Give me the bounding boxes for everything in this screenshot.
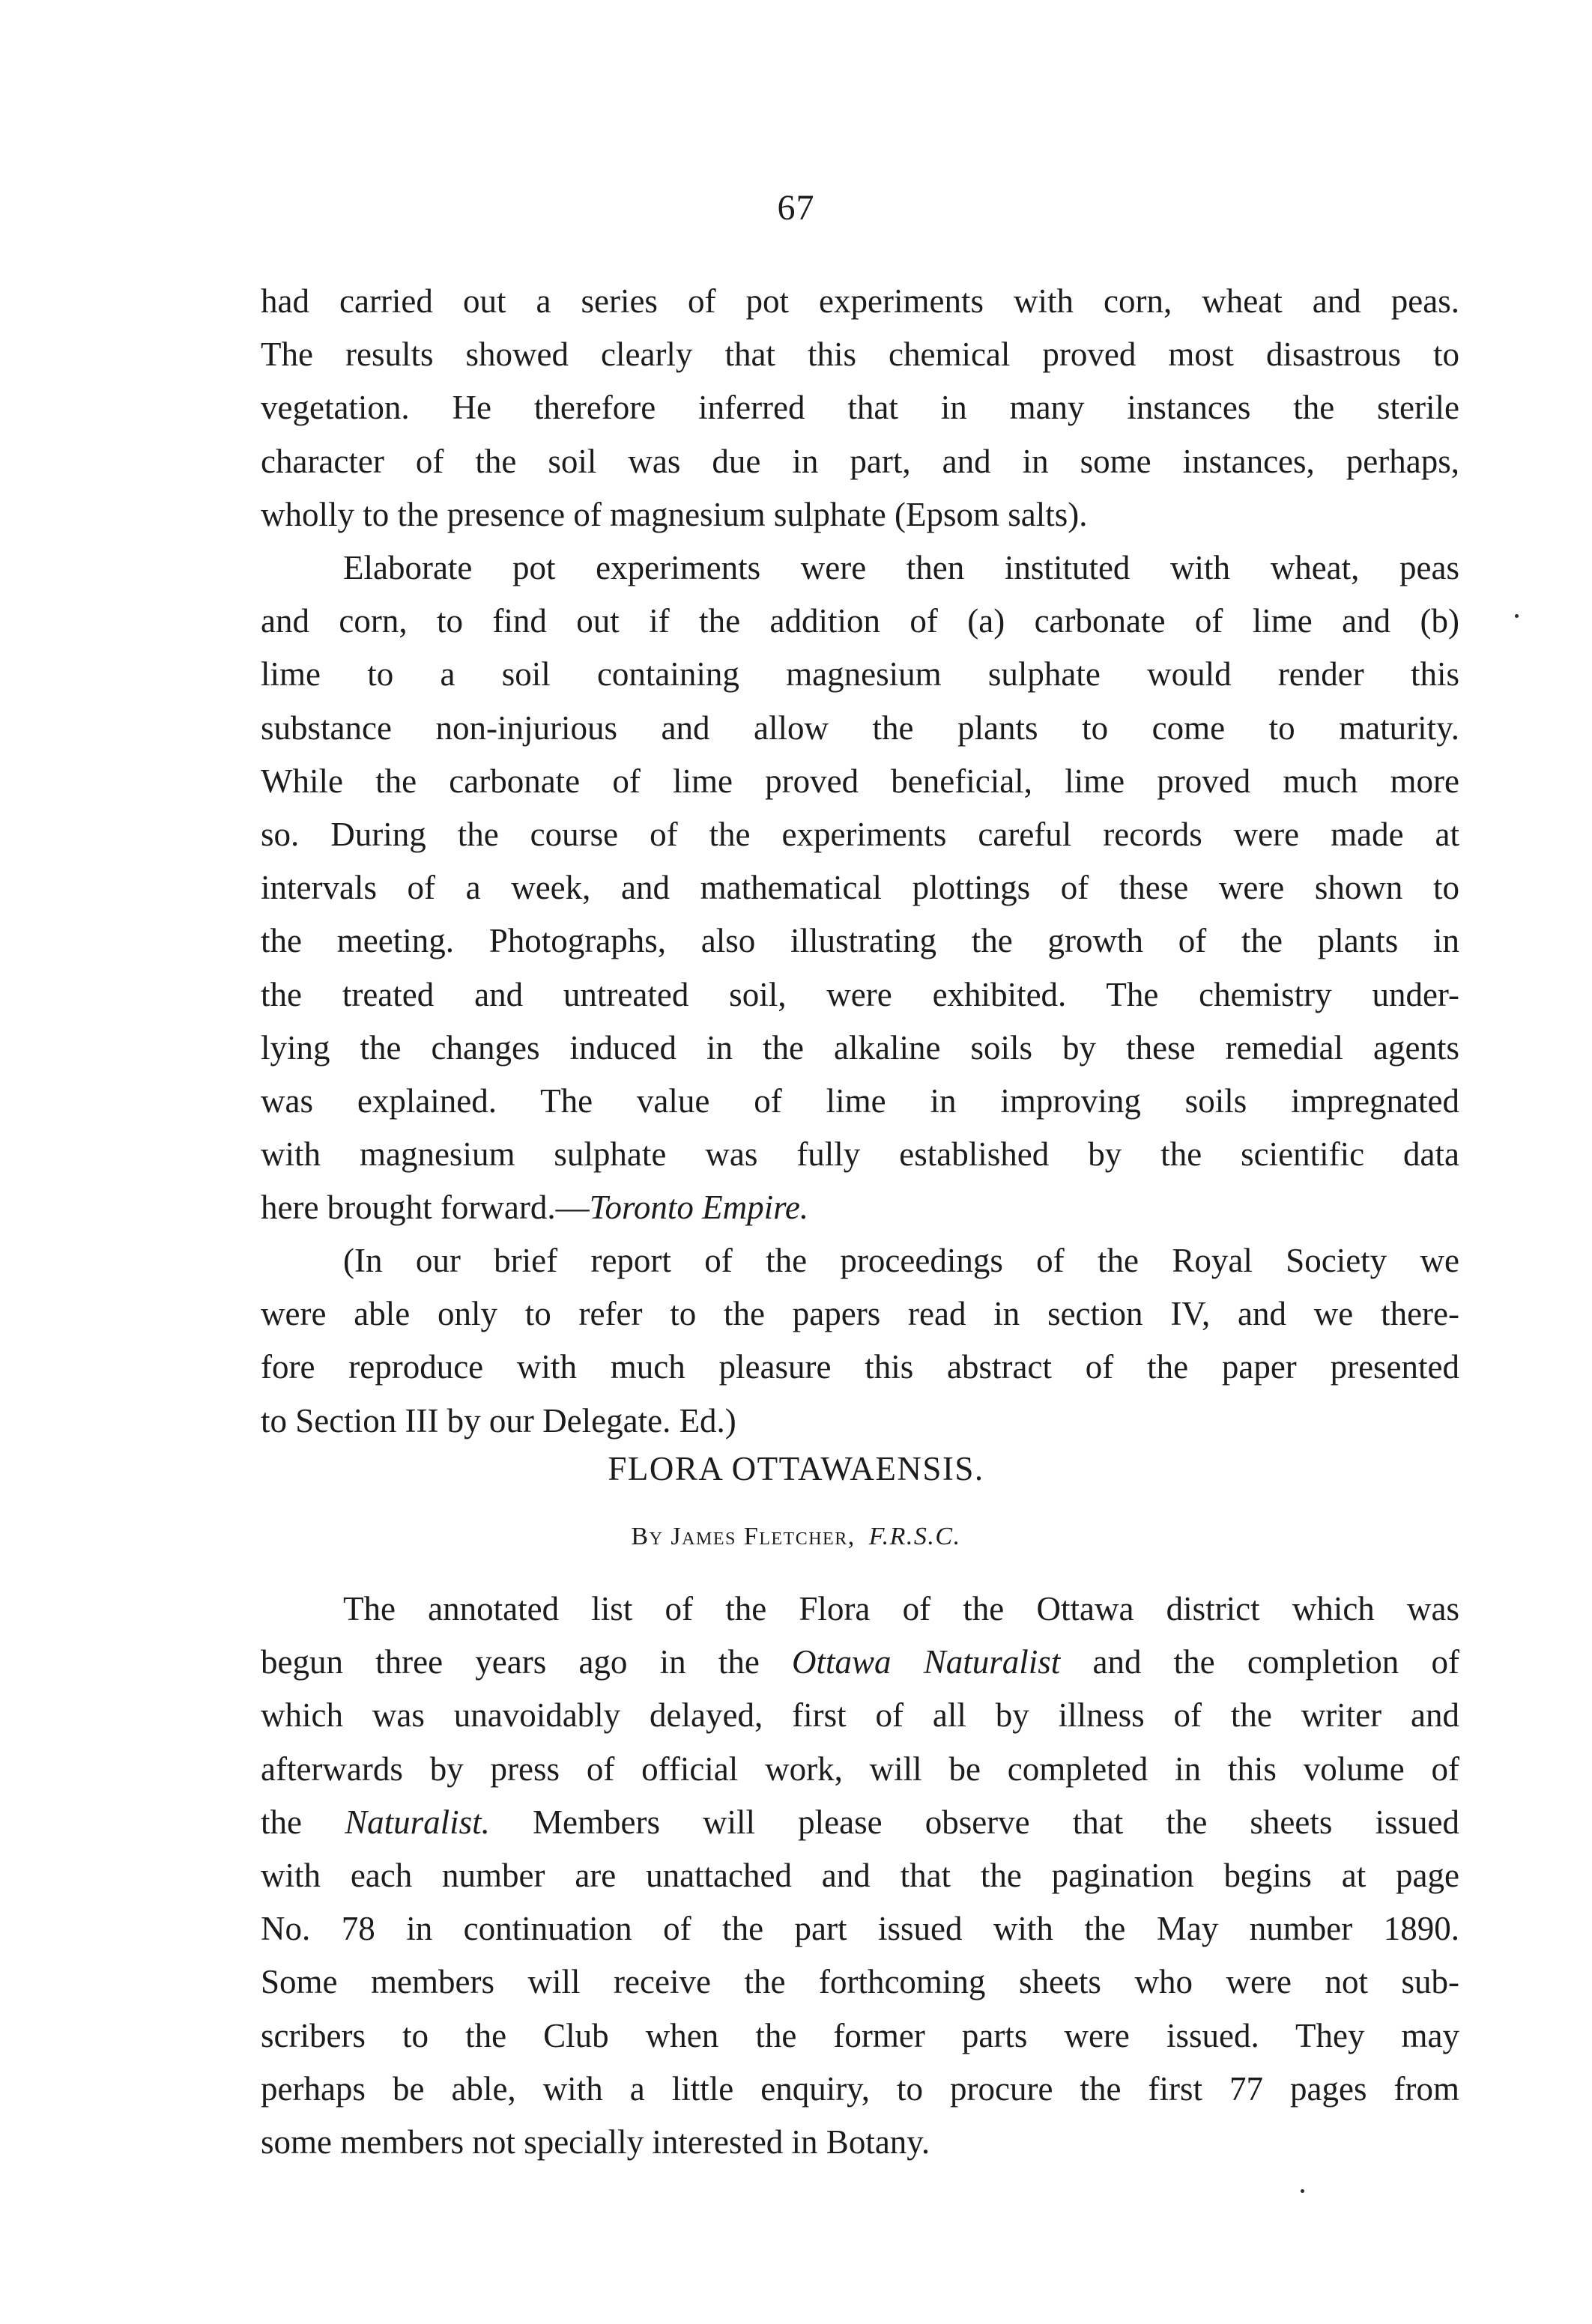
text-line: lime to a soil containing magnesium sulphate would render this <box>261 655 1459 694</box>
text-fragment: Members will please observe that the sheets issued <box>489 1803 1459 1841</box>
text-line: perhaps be able, with a little enquiry, to procure the first 77 pages from <box>261 2069 1459 2108</box>
text-line: afterwards by press of official work, will be completed in this volume of <box>261 1750 1459 1788</box>
text-line <box>261 1636 1459 1689</box>
source-citation: Toronto Empire. <box>589 1189 809 1227</box>
text-line: had carried out a series of pot experiments with corn, wheat and peas. <box>261 282 1459 320</box>
text-line: lying the changes induced in the alkaline soils by these remedial agents <box>261 1028 1459 1067</box>
author-name: By James Fletcher, <box>631 1523 856 1550</box>
text-line: No. 78 in continuation of the part issued with the May number 1890. <box>261 1910 1459 1948</box>
text-line <box>261 1796 1459 1849</box>
text-line: The annotated list of the Flora of the Ottawa district which was <box>343 1590 1459 1627</box>
text-line: with each number are unattached and that the pagination begins at page <box>261 1857 1459 1895</box>
article-title: FLORA OTTAWAENSIS. <box>608 1450 984 1487</box>
text-fragment: the <box>261 1803 345 1841</box>
text-line: so. During the course of the experiments careful records were made at <box>261 816 1459 854</box>
text-line: intervals of a week, and mathematical plottings of these were shown to <box>261 869 1459 907</box>
text-fragment: begun three years ago in the <box>261 1643 793 1681</box>
paragraph <box>261 1583 1459 2169</box>
text-line: some members not specially interested in Botany. <box>261 2123 930 2161</box>
text-line: substance non-injurious and allow the plants to come to maturity. <box>261 709 1459 747</box>
text-line: the treated and untreated soil, were exhibited. The chemistry under- <box>261 975 1459 1013</box>
paragraph <box>261 541 1459 1235</box>
text-line: with magnesium sulphate was fully established by the scientific data <box>261 1135 1459 1174</box>
text-fragment: here brought forward.— <box>261 1189 590 1227</box>
article-byline <box>0 1523 1592 1551</box>
text-line: and corn, to find out if the addition of (a) carbonate of lime and (b) <box>261 602 1459 640</box>
text-line: were able only to refer to the papers read in section IV, and we there- <box>261 1295 1459 1333</box>
paragraph-experiments <box>261 541 1459 1235</box>
text-line: The results showed clearly that this chemical proved most disastrous to <box>261 336 1459 374</box>
print-speck <box>1301 2189 1304 2193</box>
text-line: the meeting. Photographs, also illustrating the growth of the plants in <box>261 922 1459 960</box>
publication-title: Ottawa Naturalist <box>792 1643 1061 1681</box>
text-fragment: and the completion of <box>1060 1643 1459 1681</box>
page-number: 67 <box>777 188 815 228</box>
text-line: Some members will receive the forthcoming sheets who were not sub- <box>261 1963 1459 2001</box>
text-line: character of the soil was due in part, and in some instances, perhaps, <box>261 442 1459 480</box>
author-credential: F.R.S.C. <box>868 1523 961 1550</box>
text-line: (In our brief report of the proceedings of the Royal Society we <box>343 1242 1459 1279</box>
text-line <box>261 1181 1459 1234</box>
text-line: fore reproduce with much pleasure this abstract of the paper presented <box>261 1348 1459 1386</box>
text-line: wholly to the presence of magnesium sulphate (Epsom salts). <box>261 495 1088 533</box>
text-line: Elaborate pot experiments were then instituted with wheat, peas <box>343 549 1459 586</box>
paragraph <box>261 1234 1459 1448</box>
text-line: which was unavoidably delayed, first of all by illness of the writer and <box>261 1696 1459 1735</box>
text-line: vegetation. He therefore inferred that in many instances the sterile <box>261 389 1459 427</box>
text-line: While the carbonate of lime proved beneficial, lime proved much more <box>261 762 1459 800</box>
paragraph <box>261 275 1459 541</box>
paragraph-continuation <box>261 275 1459 541</box>
paragraph-editor-note <box>261 1234 1459 1448</box>
article-body <box>261 1583 1459 2169</box>
text-line: scribers to the Club when the former parts were issued. They may <box>261 2016 1459 2054</box>
publication-title: Naturalist. <box>345 1803 490 1841</box>
text-line: was explained. The value of lime in improving soils impregnated <box>261 1082 1459 1120</box>
text-line: to Section III by our Delegate. Ed.) <box>261 1401 736 1439</box>
print-speck <box>1515 614 1519 618</box>
